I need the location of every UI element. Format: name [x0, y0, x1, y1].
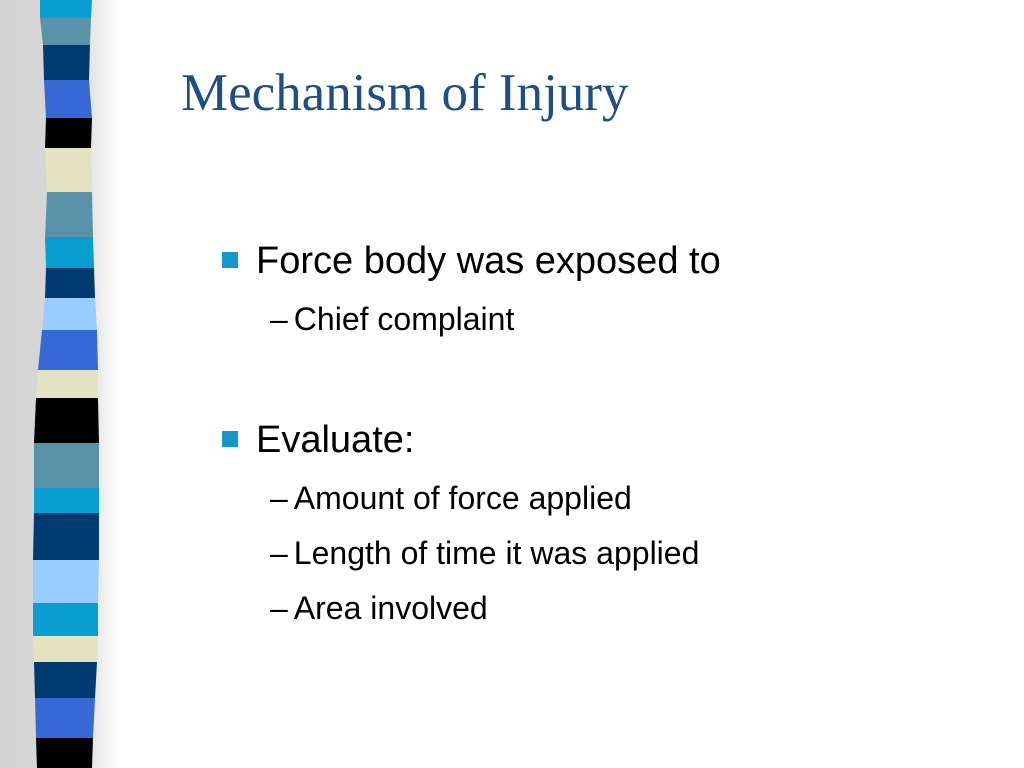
square-bullet-icon — [222, 431, 238, 447]
sub-bullet-item — [270, 533, 699, 573]
stripe-block — [34, 398, 99, 443]
stripe-block — [34, 662, 97, 698]
stripe-block — [45, 192, 93, 237]
stripe-block — [42, 298, 97, 330]
dash-marker: – — [270, 301, 288, 337]
stripe-block — [40, 18, 91, 45]
stripe-block — [36, 370, 98, 398]
bullet-item — [222, 416, 414, 464]
stripe-block — [45, 237, 94, 268]
stripe-block — [45, 148, 92, 192]
bullet-text: Force body was exposed to — [256, 240, 721, 282]
stripe-block — [34, 488, 99, 513]
sub-bullet-text: Area involved — [293, 590, 488, 626]
sub-bullet-text: Length of time it was applied — [293, 535, 700, 571]
sub-bullet-item — [270, 299, 514, 339]
sub-bullet-text: Chief complaint — [293, 301, 515, 337]
stripe-block — [38, 330, 98, 370]
stripe-block — [43, 45, 90, 80]
decorative-left-stripes — [0, 0, 118, 768]
stripe-block — [33, 560, 99, 603]
bullet-text: Evaluate: — [256, 419, 415, 461]
stripe-block — [33, 603, 98, 636]
stripe-block — [45, 118, 92, 148]
stripe-block — [35, 698, 95, 738]
stripe-block — [45, 268, 95, 298]
stripe-block — [34, 443, 99, 488]
stripe-block — [33, 636, 98, 662]
square-bullet-icon — [222, 252, 238, 268]
stripe-block — [40, 0, 92, 18]
stripe-block — [33, 513, 99, 560]
dash-marker: – — [270, 590, 288, 626]
stripe-block — [44, 80, 92, 118]
dash-marker: – — [270, 480, 288, 516]
stripe-block — [36, 738, 93, 768]
slide-title: Mechanism of Injury — [181, 64, 629, 122]
sub-bullet-text: Amount of force applied — [293, 480, 632, 516]
sub-bullet-item — [270, 588, 488, 628]
sub-bullet-item — [270, 478, 632, 518]
bullet-item — [222, 237, 721, 285]
dash-marker: – — [270, 535, 288, 571]
